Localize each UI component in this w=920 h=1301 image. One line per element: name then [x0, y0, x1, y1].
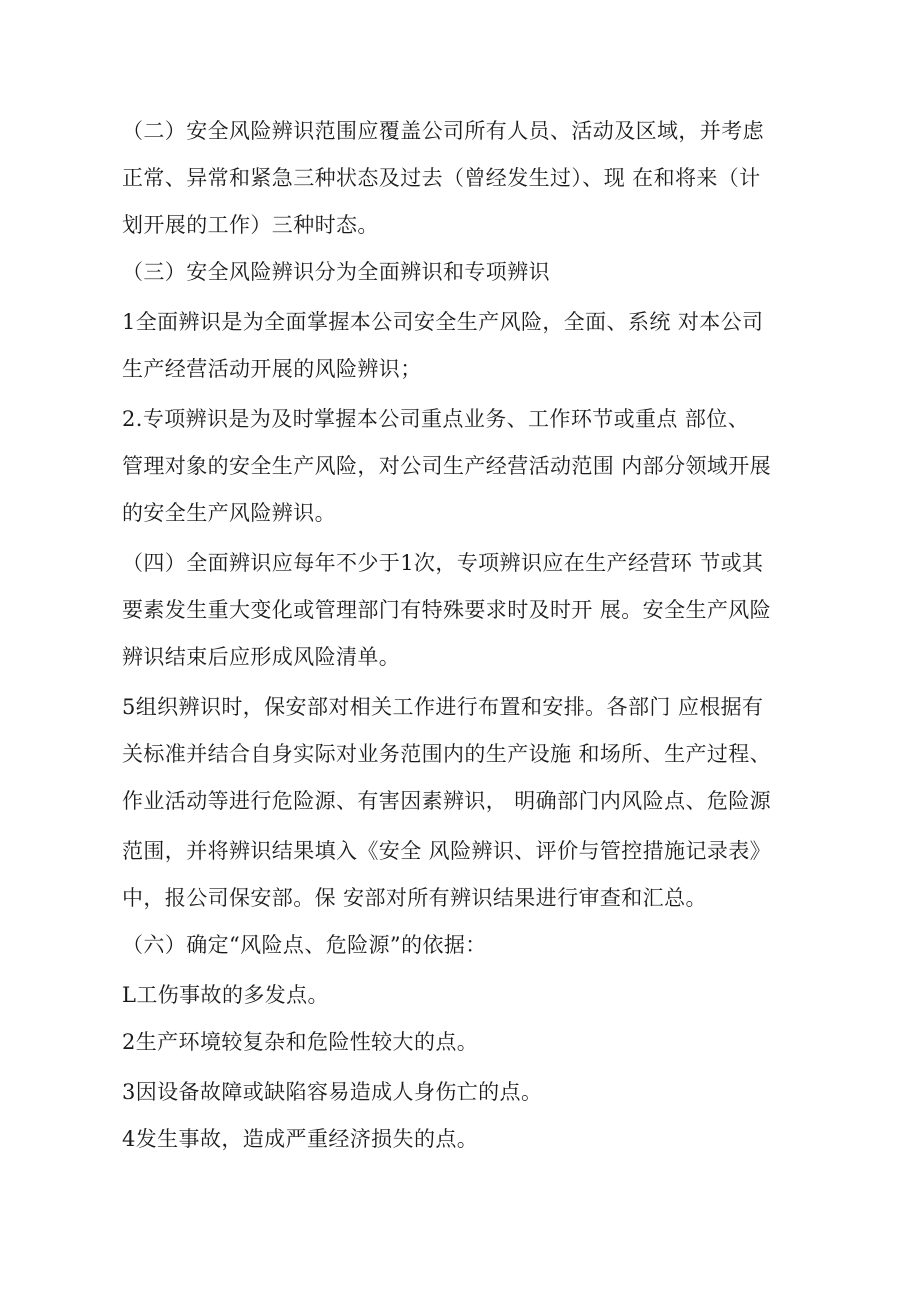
text-line: （二）安全风险辨识范围应覆盖公司所有人员、活动及区域，并考虑	[122, 119, 764, 143]
text-line: 辨识结束后应形成风险清单。	[122, 645, 401, 669]
text-line: 正常、异常和紧急三种状态及过去（曾经发生过）、现 在和将来（计	[122, 166, 761, 190]
text-line: 管理对象的安全生产风险，对公司生产经营活动范围 内部分领域开展	[122, 454, 772, 478]
text-line: 中，报公司保安部。保 安部对所有辨识结果进行审查和汇总。	[122, 886, 707, 910]
text-line: L工伤事故的多发点。	[122, 983, 329, 1007]
text-line: 5组织辨识时，保安部对相关工作进行布置和安排。各部门 应根据有	[122, 695, 764, 719]
text-line: 要素发生重大变化或管理部门有特殊要求时及时开 展。安全生产风险	[122, 598, 772, 622]
text-line: 2生产环境较复杂和危险性较大的点。	[122, 1030, 479, 1054]
text-line: 1全面辨识是为全面掌握本公司安全生产风险，全面、系统 对本公司	[122, 310, 764, 334]
text-line: （三）安全风险辨识分为全面辨识和专项辨识	[122, 260, 550, 284]
text-line: 4发生事故，造成严重经济损失的点。	[122, 1127, 479, 1151]
text-line: 2.专项辨识是为及时掌握本公司重点业务、工作环节或重点 部位、	[122, 407, 750, 431]
text-line: 范围，并将辨识结果填入《安全 风险辨识、评价与管控措施记录表》	[122, 839, 772, 863]
text-line: 关标准并结合自身实际对业务范围内的生产设施 和场所、生产过程、	[122, 742, 772, 766]
text-line: 划开展的工作）三种时态。	[122, 213, 379, 237]
text-line: 的安全生产风险辨识。	[122, 501, 336, 525]
text-line: 作业活动等进行危险源、有害因素辨识， 明确部门内风险点、危险源	[122, 789, 772, 813]
text-line: 3因设备故障或缺陷容易造成人身伤亡的点。	[122, 1080, 543, 1104]
text-line: （四）全面辨识应每年不少于1次，专项辨识应在生产经营环 节或其	[122, 551, 764, 575]
text-line: 生产经营活动开展的风险辨识；	[122, 357, 422, 381]
text-line: （六）确定“风险点、危险源”的依据：	[122, 933, 487, 957]
